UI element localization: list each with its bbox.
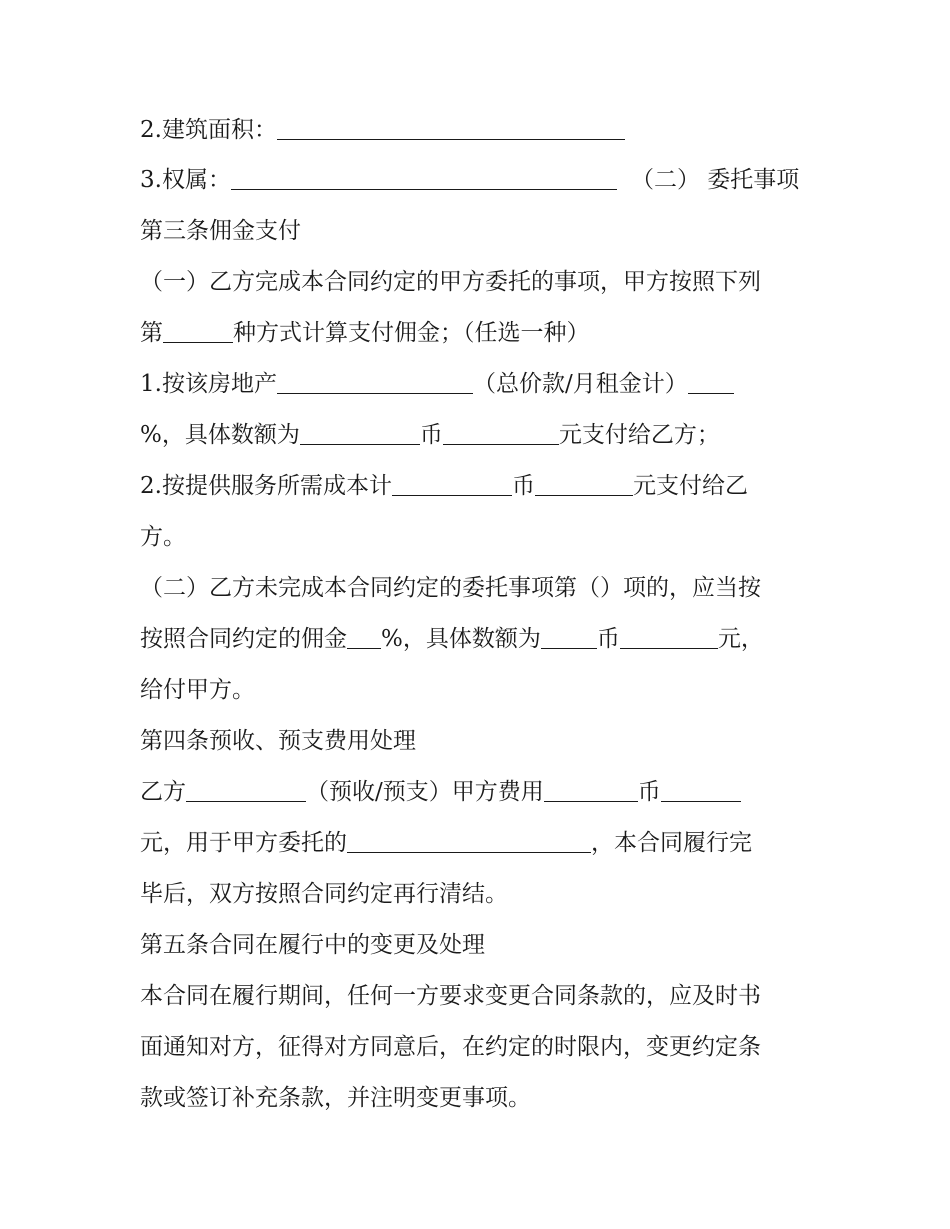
text-fragment: （预收/预支）甲方费用 [306, 779, 544, 805]
text-line-ownership [140, 165, 799, 195]
article-4-heading: 第四条预收、预支费用处理 [140, 728, 416, 754]
blank-field [300, 420, 420, 445]
text-line: 本合同在履行期间，任何一方要求变更合同条款的，应及时书 [140, 983, 761, 1009]
text-line [140, 777, 741, 807]
text-fragment: 乙方 [140, 779, 186, 805]
text-line: （二）乙方未完成本合同约定的委托事项第（）项的，应当按 [140, 575, 761, 601]
blank-field [392, 471, 512, 496]
text-fragment: 元支付给乙方； [558, 422, 720, 448]
blank-field [661, 777, 741, 802]
text-fragment: （总价款/月租金计） [472, 371, 688, 397]
blank-field [347, 828, 591, 853]
blank-field [347, 624, 381, 649]
text-fragment: %，具体数额为 [140, 422, 300, 448]
blank-field [443, 420, 559, 445]
blank-field [277, 369, 473, 394]
text-line [140, 318, 590, 348]
text-fragment: 元，用于甲方委托的 [140, 830, 347, 856]
blank-field [620, 624, 718, 649]
text-line [140, 471, 748, 501]
text-fragment: 元， [717, 626, 764, 652]
blank-field [688, 369, 734, 394]
text-line: 毕后，双方按照合同约定再行清结。 [140, 881, 508, 907]
text-fragment: 元支付给乙 [632, 473, 748, 499]
entrust-matters-heading: （二） 委托事项 [630, 167, 800, 193]
article-3-heading: 第三条佣金支付 [140, 218, 301, 244]
text-line: 面通知对方，征得对方同意后，在约定的时限内，变更约定条 [140, 1034, 761, 1060]
text-fragment: 币 [419, 422, 443, 448]
text-fragment: ，本合同履行完 [591, 830, 752, 856]
blank-field [544, 777, 638, 802]
blank-area [277, 115, 625, 140]
text-line-area [140, 115, 625, 145]
text-fragment: 2.按提供服务所需成本计 [140, 473, 392, 499]
text-line: 款或签订补充条款，并注明变更事项。 [140, 1085, 531, 1111]
text-fragment: 币 [596, 626, 620, 652]
text-line [140, 369, 734, 399]
text-line [140, 624, 764, 654]
blank-field [541, 624, 597, 649]
text-line: 给付甲方。 [140, 677, 255, 703]
ownership-label: 3.权属： [140, 167, 231, 193]
area-label: 2.建筑面积： [140, 117, 277, 143]
text-fragment: %，具体数额为 [381, 626, 541, 652]
text-fragment: 种方式计算支付佣金；（任选一种） [233, 320, 590, 346]
text-line [140, 420, 720, 450]
article-5-heading: 第五条合同在履行中的变更及处理 [140, 932, 485, 958]
text-fragment: 第 [140, 320, 163, 346]
blank-ownership [231, 165, 617, 190]
blank-method [163, 318, 233, 343]
text-line: 方。 [140, 524, 186, 550]
text-fragment: 币 [511, 473, 535, 499]
blank-field [535, 471, 633, 496]
text-fragment: 按照合同约定的佣金 [140, 626, 347, 652]
text-line [140, 828, 752, 858]
blank-field [186, 777, 306, 802]
text-fragment: 币 [637, 779, 661, 805]
text-fragment: 1.按该房地产 [140, 371, 277, 397]
text-line: （一）乙方完成本合同约定的甲方委托的事项，甲方按照下列 [140, 269, 761, 295]
